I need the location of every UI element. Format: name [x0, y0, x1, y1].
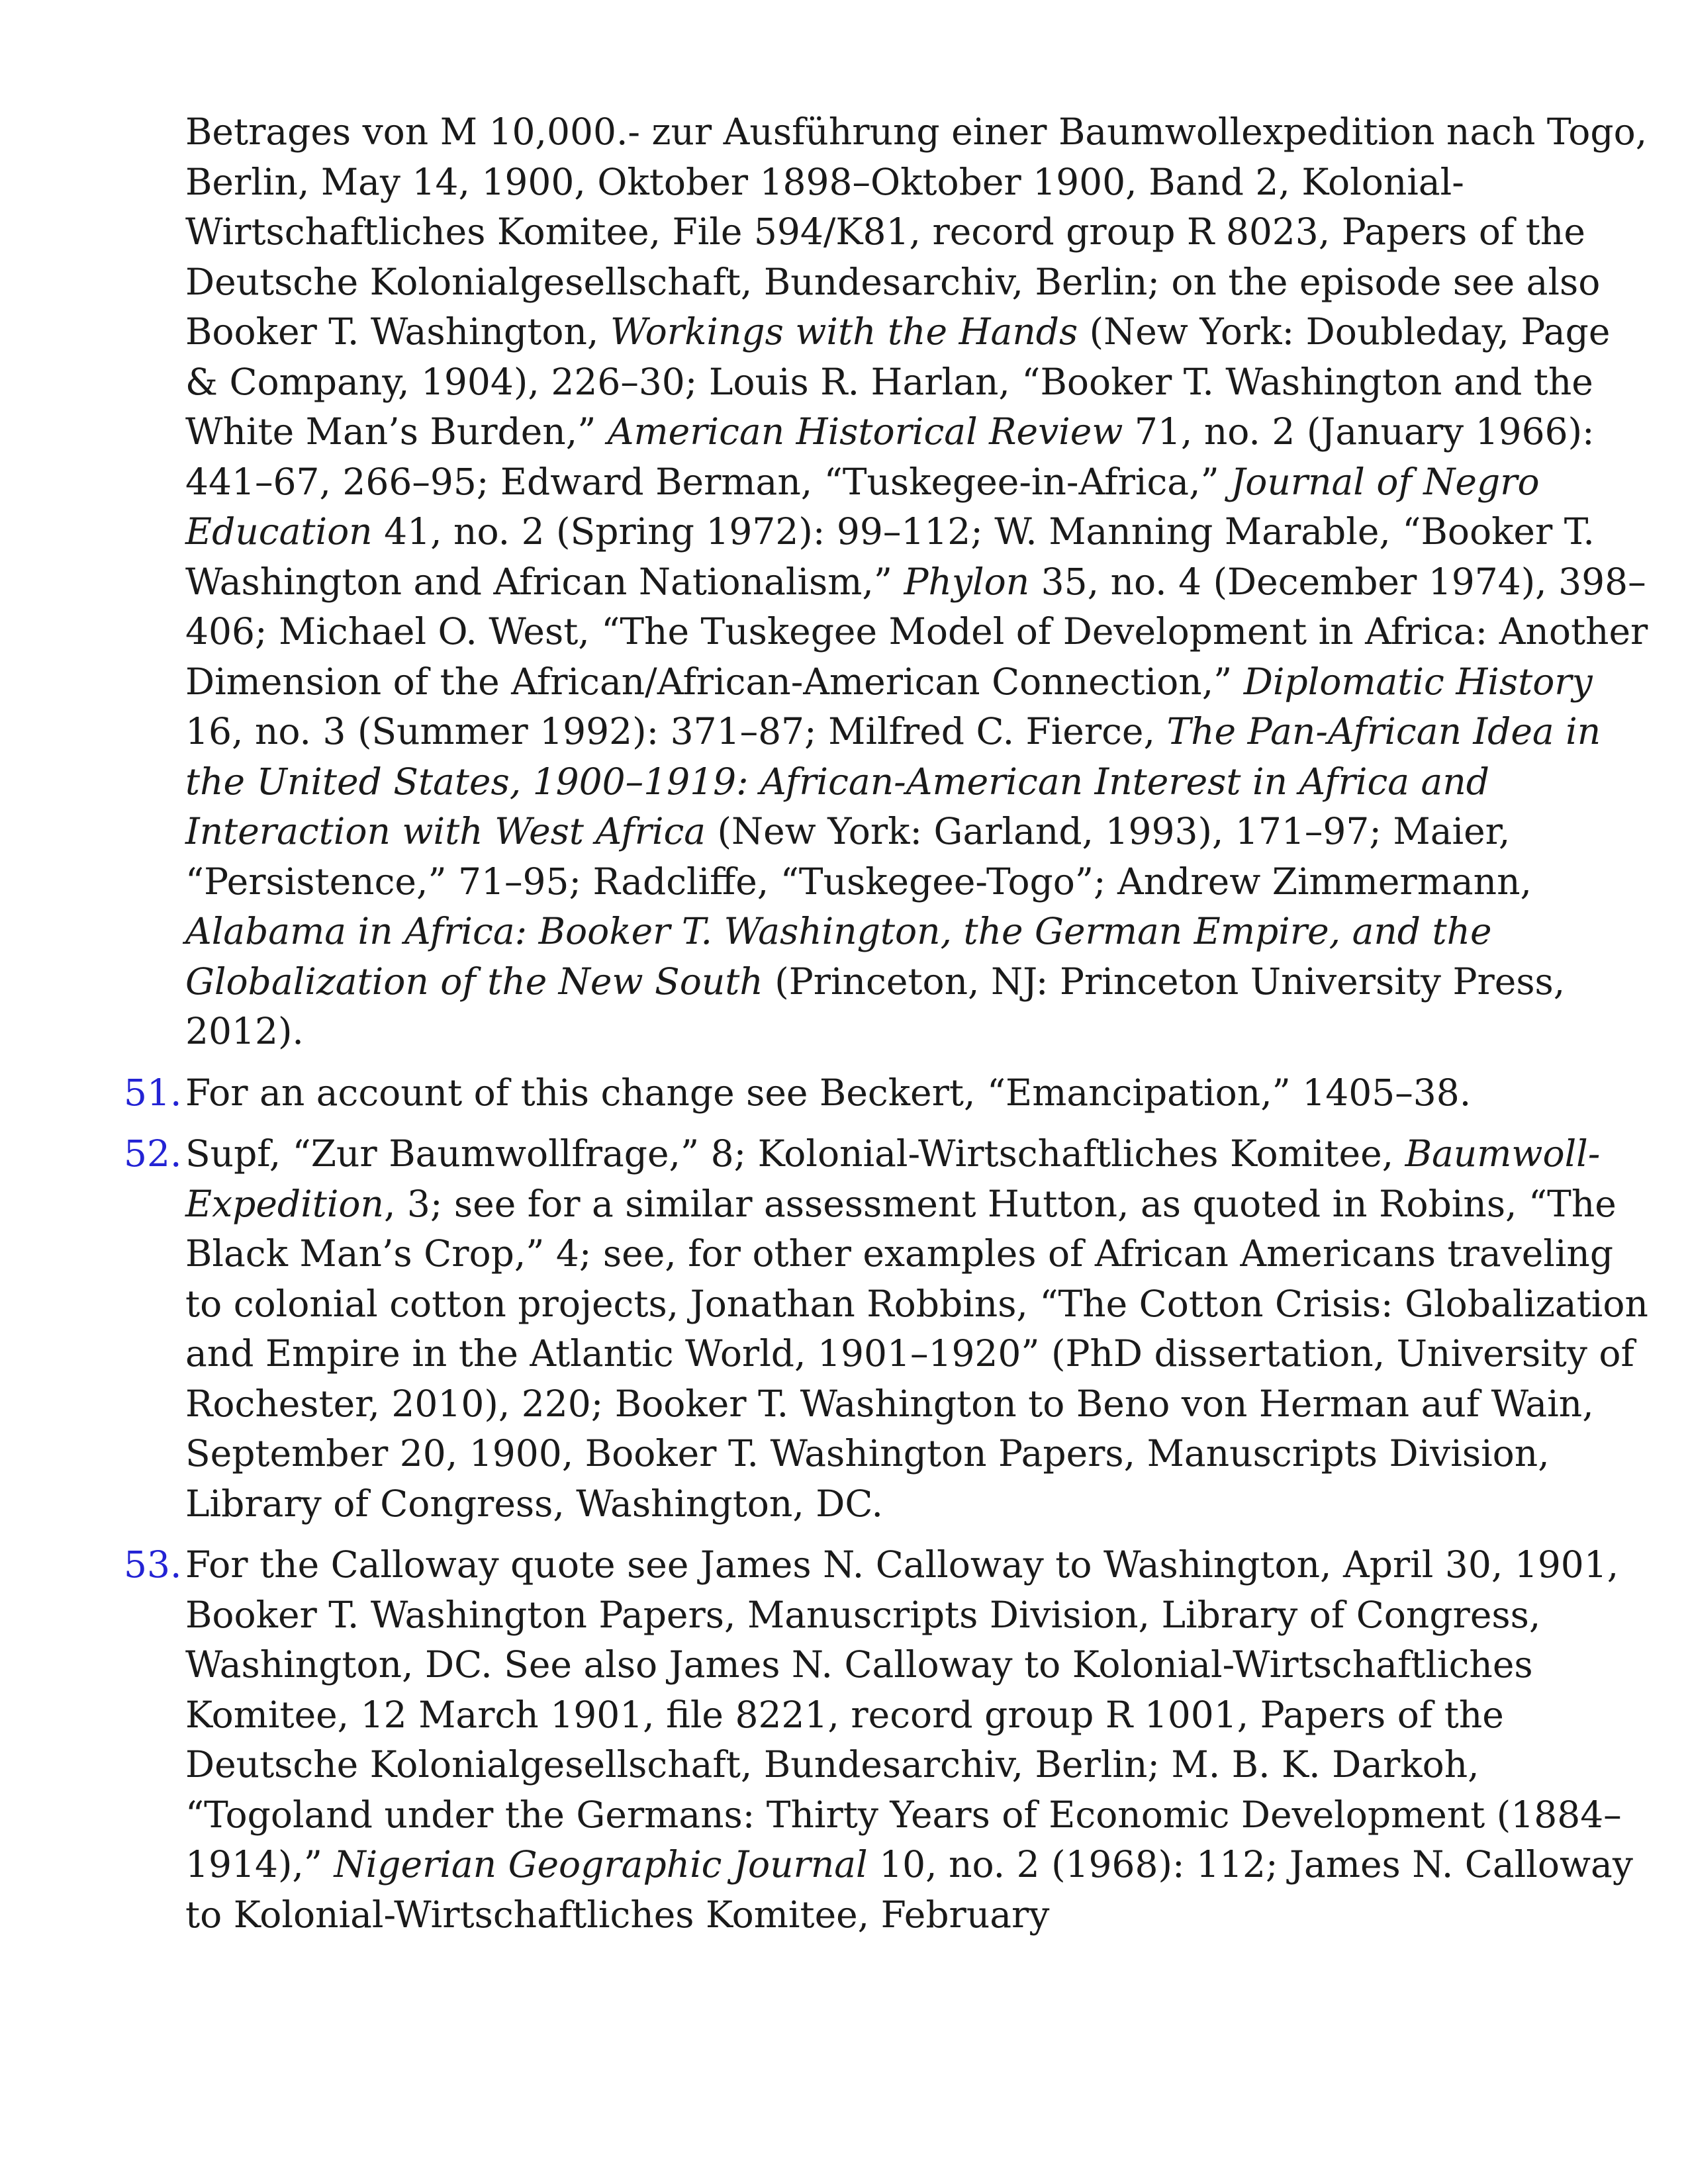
endnote-number-link[interactable]: 51. [124, 1071, 182, 1114]
text-run: (New York: Doubleday, Page & Company, 1904), 226–30; Louis R. Harlan, “Booker T. Washington and the White Man’s Burden,” [185, 310, 1611, 453]
endnote-53 [0, 1540, 1652, 1940]
cited-title: Phylon [904, 560, 1030, 603]
endnotes-page [0, 107, 1688, 1940]
cited-title: Alabama in Africa: Booker T. Washington, the German Empire, and the Globalization of the New South [185, 910, 1492, 1003]
endnote-text [185, 111, 1648, 1052]
text-run: 71, no. 2 (January 1966): 441–67, 266–95; Edward Berman, “Tuskegee-in-Africa,” [185, 410, 1595, 503]
cited-title: American Historical Review [607, 410, 1123, 453]
endnote-number-link[interactable]: 53. [124, 1543, 182, 1586]
text-run: For the Calloway quote see James N. Calloway to Washington, April 30, 1901, Booker T. Washington Papers, Manuscripts Division, Library of Congress, Washington, DC. See also James N. Calloway to Kolonial-Wirtschaftliches Komitee, 12 March 1901, file 8221, record group R 1001, Papers of the Deutsche Kolonialgesellschaft, Bundesarchiv, Berlin; M. B. K. Darkoh, “Togoland under the Germans: Thirty Years of Economic Development (1884–1914),” [185, 1543, 1622, 1886]
text-run: For an account of this change see Beckert, “Emancipation,” 1405–38. [185, 1071, 1472, 1114]
endnote-51 [0, 1068, 1652, 1118]
endnote-52 [0, 1129, 1652, 1529]
endnote-50-continued [0, 107, 1652, 1057]
endnote-text [185, 1071, 1471, 1114]
text-run: (Princeton, NJ: Princeton University Press, 2012). [185, 960, 1566, 1052]
text-run: , 3; see for a similar assessment Hutton, as quoted in Robins, “The Black Man’s Crop,” 4; see, for other examples of African Americans traveling to colonial cotton projects, Jonathan Robbins, “The Cotton Crisis: Globalization and Empire in the Atlantic World, 1901–1920” (PhD dissertation, University of Rochester, 2010), 220; Booker T. Washington to Beno von Herman auf Wain, September 20, 1900, Booker T. Washington Papers, Manuscripts Division, Library of Congress, Washington, DC. [185, 1182, 1648, 1525]
endnote-text [185, 1543, 1633, 1936]
text-run: 10, no. 2 (1968): 112; James N. Calloway to Kolonial-Wirtschaftliches Komitee, February [185, 1843, 1633, 1936]
cited-title: Journal of Negro Education [185, 460, 1540, 553]
text-run: Betrages von M 10,000.- zur Ausführung einer Baumwollexpedition nach Togo, Berlin, May 14, 1900, Oktober 1898–Oktober 1900, Band 2, Kolonial-Wirtschaftliches Komitee, File 594/K81, record group R 8023, Papers of the Deutsche Kolonialgesellschaft, Bundesarchiv, Berlin; on the episode see also Booker T. Washington, [185, 111, 1648, 353]
endnote-text [185, 1132, 1648, 1525]
cited-title: Diplomatic History [1243, 660, 1593, 703]
text-run: 35, no. 4 (December 1974), 398–406; Michael O. West, “The Tuskegee Model of Development in Africa: Another Dimension of the African/African-American Connection,” [185, 560, 1648, 703]
text-run: (New York: Garland, 1993), 171–97; Maier, “Persistence,” 71–95; Radcliffe, “Tuskegee-Togo”; Andrew Zimmermann, [185, 810, 1532, 903]
text-run: 16, no. 3 (Summer 1992): 371–87; Milfred C. Fierce, [185, 710, 1167, 752]
text-run: 41, no. 2 (Spring 1972): 99–112; W. Manning Marable, “Booker T. Washington and African Nationalism,” [185, 510, 1595, 603]
endnote-number-link[interactable]: 52. [124, 1132, 182, 1175]
text-run: Supf, “Zur Baumwollfrage,” 8; Kolonial-Wirtschaftliches Komitee, [185, 1132, 1405, 1175]
cited-title: Nigerian Geographic Journal [334, 1843, 868, 1886]
cited-title: The Pan-African Idea in the United States, 1900–1919: African-American Interest in Africa and Interaction with West Africa [185, 710, 1601, 852]
cited-title: Workings with the Hands [610, 310, 1078, 353]
cited-title: Baumwoll-Expedition [185, 1132, 1601, 1225]
